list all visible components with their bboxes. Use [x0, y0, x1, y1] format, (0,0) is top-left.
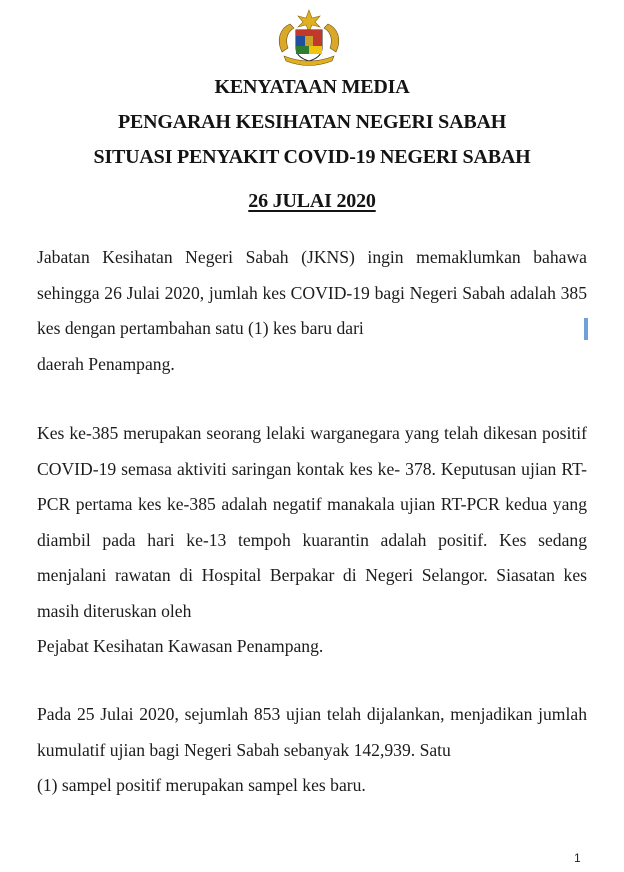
text-line: Kes ke-385 merupakan seorang lelaki warganegara yang telah [37, 423, 479, 443]
text-line: kuarantin adalah positif. Kes sedang menjalani rawatan di Hospital [37, 529, 587, 585]
text-line: Pejabat Kesihatan Kawasan Penampang. [37, 636, 324, 656]
text-line: Jabatan Kesihatan Negeri Sabah (JKNS) ingin memaklumkan [37, 247, 521, 267]
media-statement-title: KENYATAAN MEDIA [214, 76, 410, 98]
text-line: Berpakar di Negeri Selangor. Siasatan kes masih diteruskan oleh [37, 565, 587, 621]
statement-date: 26 JULAI 2020 [248, 190, 376, 212]
page-number: 1 [574, 851, 581, 865]
text-line: dikesan positif COVID-19 semasa aktiviti saringan kontak kes ke- [37, 423, 588, 479]
issuer-title: PENGARAH KESIHATAN NEGERI SABAH [117, 111, 507, 133]
text-line: 378. Keputusan ujian RT-PCR pertama kes ke-385 adalah negatif [37, 458, 588, 514]
text-cursor [584, 318, 588, 340]
paragraph-case-details [37, 416, 587, 665]
text-line: jumlah kumulatif ujian bagi Negeri Sabah sebanyak 142,939. Satu [37, 704, 587, 760]
text-line: daerah Penampang. [37, 353, 175, 374]
text-line: manakala ujian RT-PCR kedua yang diambil pada hari ke-13 tempoh [37, 494, 587, 550]
text-line: (1) sampel positif merupakan sampel kes baru. [37, 775, 366, 795]
paragraph-case-summary [37, 240, 587, 382]
text-line: Pada 25 Julai 2020, sejumlah 853 ujian telah dijalankan, menjadikan [37, 704, 533, 724]
paragraph-testing-stats [37, 697, 587, 804]
coat-of-arms-emblem [270, 8, 348, 66]
crest-star-icon [298, 10, 320, 32]
text-line: bahawa sehingga 26 Julai 2020, jumlah kes COVID-19 bagi Negeri [37, 247, 587, 303]
topic-title: SITUASI PENYAKIT COVID-19 NEGERI SABAH [93, 146, 531, 168]
text-line: Sabah adalah 385 kes dengan pertambahan satu (1) kes baru dari [37, 282, 588, 338]
